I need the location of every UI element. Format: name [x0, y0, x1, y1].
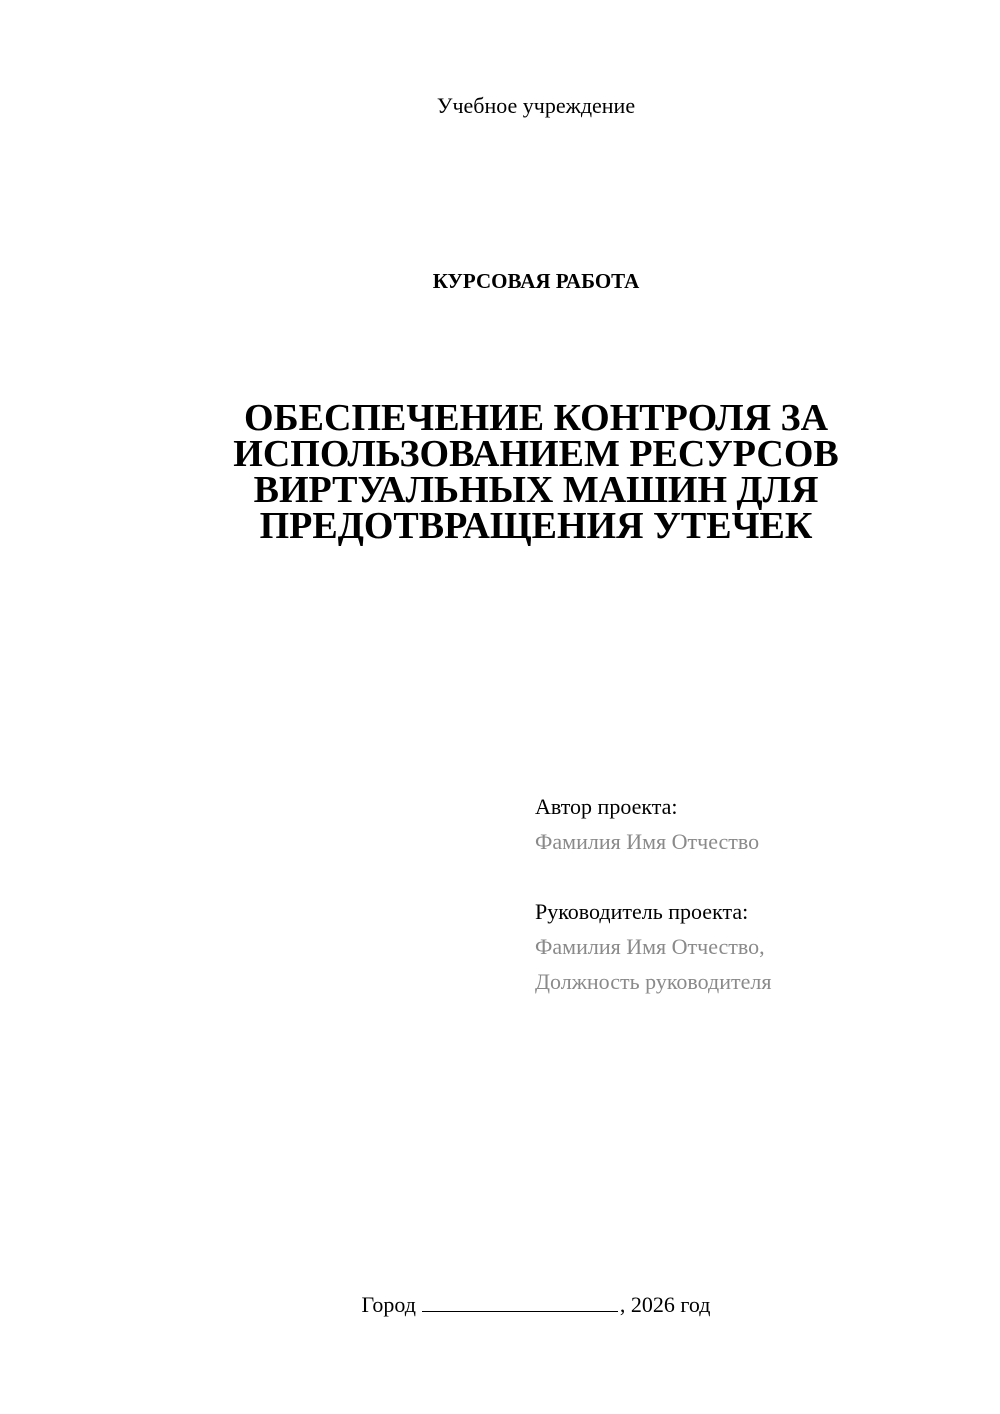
title-line: ВИРТУАЛЬНЫХ МАШИН ДЛЯ [253, 469, 819, 511]
year-text: , 2026 год [619, 1292, 711, 1317]
work-type-heading: КУРСОВАЯ РАБОТА [432, 269, 640, 293]
title-line: ПРЕДОТВРАЩЕНИЯ УТЕЧЕК [259, 505, 813, 547]
supervisor-name: Фамилия Имя Отчество, [535, 934, 765, 959]
title-line: ОБЕСПЕЧЕНИЕ КОНТРОЛЯ ЗА [243, 397, 829, 439]
document-title [200, 397, 872, 547]
author-name: Фамилия Имя Отчество [535, 829, 760, 854]
city-year-line [0, 1290, 1000, 1320]
spacer [535, 859, 975, 894]
supervisor-position: Должность руководителя [535, 969, 772, 994]
institution-name: Учебное учреждение [436, 93, 636, 118]
author-label: Автор проекта: [535, 794, 678, 819]
signature-block [535, 789, 975, 999]
title-line: ИСПОЛЬЗОВАНИЕМ РЕСУРСОВ [233, 433, 839, 475]
city-blank-line [422, 1293, 618, 1312]
supervisor-label: Руководитель проекта: [535, 899, 749, 924]
city-label: Город [361, 1292, 416, 1317]
